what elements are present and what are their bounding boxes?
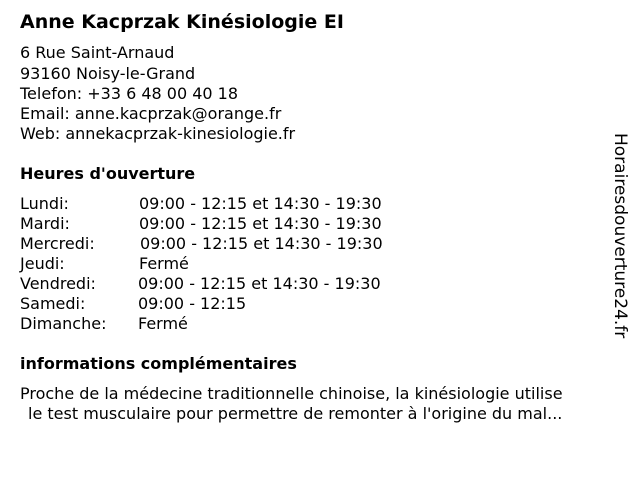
address-street: 6 Rue Saint-Arnaud xyxy=(20,43,175,62)
hours-row-thursday xyxy=(20,254,580,274)
hours-row-tuesday xyxy=(20,214,580,234)
time-value: 09:00 - 12:15 xyxy=(138,294,247,313)
phone-number[interactable]: Telefon: +33 6 48 00 40 18 xyxy=(20,84,239,103)
time-value: 09:00 - 12:15 et 14:30 - 19:30 xyxy=(138,274,381,293)
day-label: Jeudi: xyxy=(20,254,65,273)
additional-info-heading: informations complémentaires xyxy=(20,354,297,373)
hours-row-wednesday xyxy=(20,234,580,254)
site-watermark: Horairesdouverture24.fr xyxy=(610,133,630,339)
day-label: Dimanche: xyxy=(20,314,107,333)
time-value: 09:00 - 12:15 et 14:30 - 19:30 xyxy=(139,214,382,233)
day-label: Vendredi: xyxy=(20,274,96,293)
hours-row-monday xyxy=(20,194,580,214)
day-label: Samedi: xyxy=(20,294,86,313)
day-label: Mercredi: xyxy=(20,234,95,253)
hours-row-sunday xyxy=(20,314,580,334)
website-link[interactable]: Web: annekacprzak-kinesiologie.fr xyxy=(20,124,296,143)
time-value: Fermé xyxy=(138,314,188,333)
email-address[interactable]: Email: anne.kacprzak@orange.fr xyxy=(20,104,282,123)
day-label: Mardi: xyxy=(20,214,70,233)
opening-hours-heading: Heures d'ouverture xyxy=(20,164,196,183)
description-line-2: le test musculaire pour permettre de remonter à l'origine du mal... xyxy=(28,404,563,423)
hours-row-friday xyxy=(20,274,580,294)
business-name: Anne Kacprzak Kinésiologie EI xyxy=(20,11,344,33)
hours-row-saturday xyxy=(20,294,580,314)
time-value: Fermé xyxy=(139,254,189,273)
time-value: 09:00 - 12:15 et 14:30 - 19:30 xyxy=(139,194,382,213)
day-label: Lundi: xyxy=(20,194,69,213)
address-city: 93160 Noisy-le-Grand xyxy=(20,64,196,83)
time-value: 09:00 - 12:15 et 14:30 - 19:30 xyxy=(140,234,383,253)
description-line-1: Proche de la médecine traditionnelle chinoise, la kinésiologie utilise xyxy=(20,384,563,403)
